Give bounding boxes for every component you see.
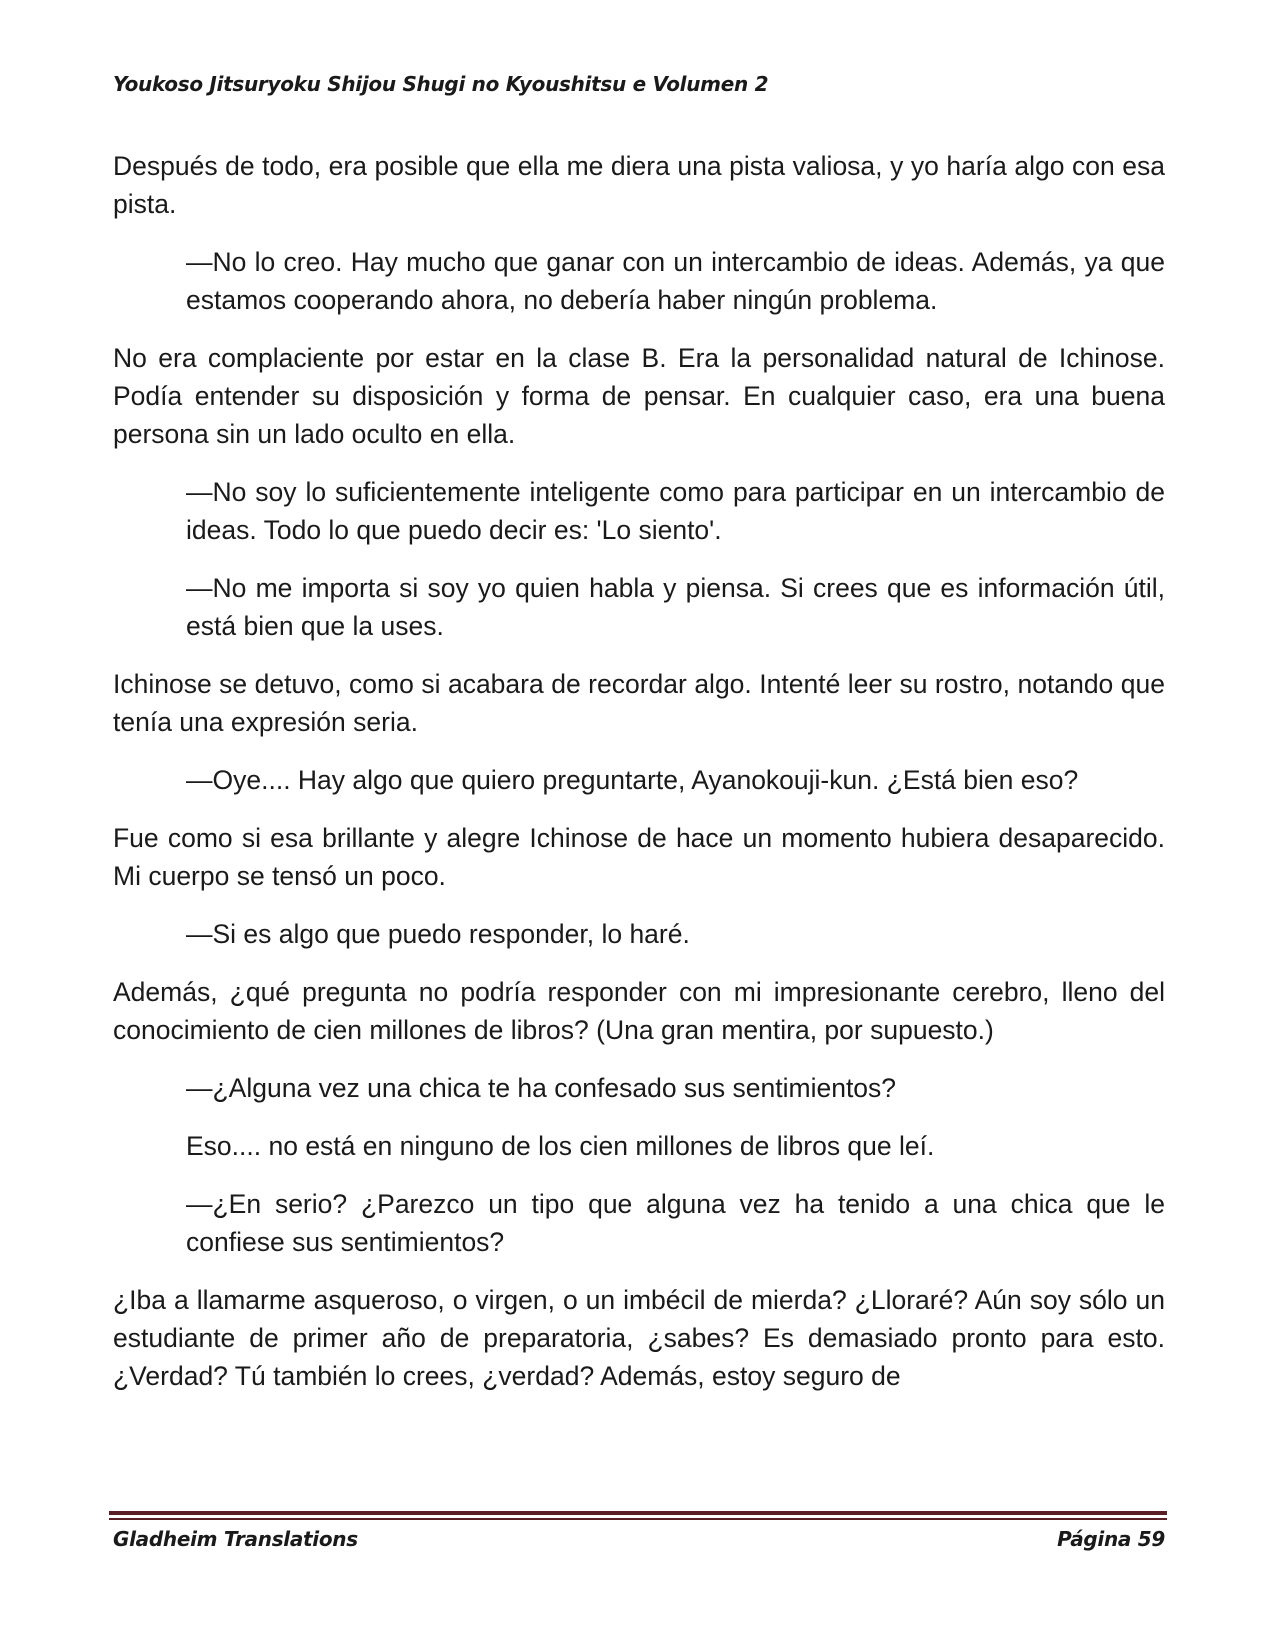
- paragraph-narration: Fue como si esa brillante y alegre Ichinose de hace un momento hubiera desaparecido. Mi cuerpo se tensó un poco.: [113, 823, 1165, 891]
- paragraph-dialog: —No me importa si soy yo quien habla y piensa. Si crees que es información útil, está bien que la uses.: [186, 573, 1165, 641]
- paragraph-dialog: —¿Alguna vez una chica te ha confesado sus sentimientos?: [186, 1073, 897, 1103]
- paragraph-dialog: —Si es algo que puedo responder, lo haré.: [186, 919, 690, 949]
- footer-rule-thick: [109, 1511, 1167, 1515]
- page-header: Youkoso Jitsuryoku Shijou Shugi no Kyoushitsu e Volumen 2: [113, 72, 769, 96]
- footer-rule-thin: [109, 1518, 1167, 1520]
- paragraph-dialog: —No soy lo suficientemente inteligente como para participar en un intercambio de ideas. Todo lo que puedo decir es: 'Lo siento'.: [186, 477, 1165, 545]
- page-body: [113, 147, 1165, 1415]
- paragraph-dialog: —No lo creo. Hay mucho que ganar con un intercambio de ideas. Además, ya que estamos cooperando ahora, no debería haber ningún problema.: [186, 247, 1165, 315]
- page-number: Página 59: [1057, 1527, 1165, 1551]
- paragraph-narration: Ichinose se detuvo, como si acabara de recordar algo. Intenté leer su rostro, notando que tenía una expresión seria.: [113, 669, 1165, 737]
- paragraph-narration: Después de todo, era posible que ella me diera una pista valiosa, y yo haría algo con esa pista.: [113, 151, 1165, 219]
- paragraph-dialog: —Oye.... Hay algo que quiero preguntarte, Ayanokouji-kun. ¿Está bien eso?: [186, 765, 1079, 795]
- footer-credit: Gladheim Translations: [113, 1527, 358, 1551]
- paragraph-narration: ¿Iba a llamarme asqueroso, o virgen, o un imbécil de mierda? ¿Lloraré? Aún soy sólo un estudiante de primer año de preparatoria, ¿sabes? Es demasiado pronto para esto. ¿Verdad? Tú también lo crees, ¿verdad? Además, estoy seguro de: [113, 1285, 1165, 1391]
- paragraph-dialog: —¿En serio? ¿Parezco un tipo que alguna vez ha tenido a una chica que le confiese sus sentimientos?: [186, 1189, 1165, 1257]
- paragraph-narration: No era complaciente por estar en la clase B. Era la personalidad natural de Ichinose. Podía entender su disposición y forma de pensar. En cualquier caso, era una buena persona sin un lado oculto en ella.: [113, 343, 1165, 449]
- paragraph-narration: Además, ¿qué pregunta no podría responder con mi impresionante cerebro, lleno del conocimiento de cien millones de libros? (Una gran mentira, por supuesto.): [113, 977, 1165, 1045]
- paragraph-dialog: Eso.... no está en ninguno de los cien millones de libros que leí.: [186, 1131, 935, 1161]
